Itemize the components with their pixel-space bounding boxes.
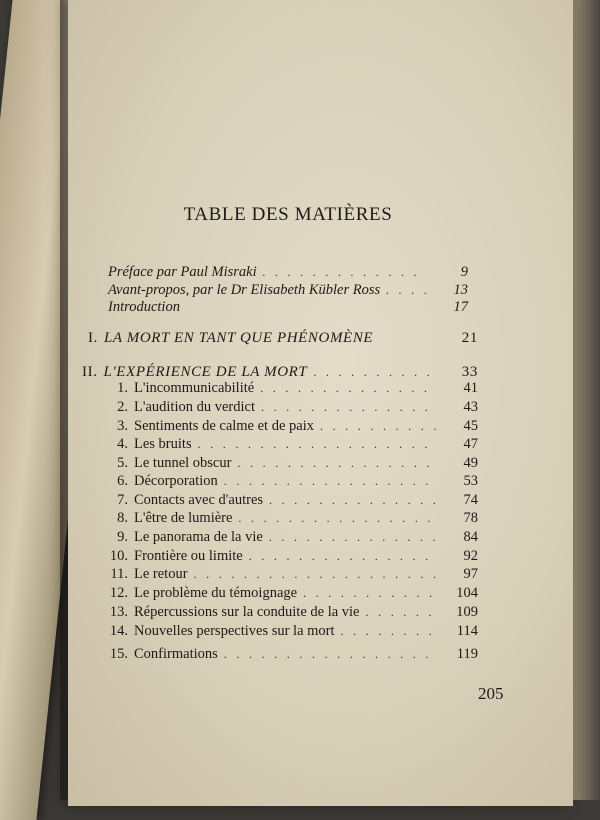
entry-page: 17 — [453, 299, 468, 315]
leader-dots — [194, 567, 436, 582]
section-number: 13. — [109, 604, 128, 620]
chapter-page: 21 — [461, 330, 478, 346]
section-page: 109 — [456, 604, 478, 620]
section-page: 119 — [456, 646, 478, 662]
section-label: Contacts avec d'autres — [134, 492, 264, 508]
section-label: Répercussions sur la conduite de la vie — [134, 604, 360, 620]
section-page: 78 — [463, 510, 478, 526]
section-page: 97 — [463, 566, 478, 582]
leader-dots — [263, 265, 426, 280]
entry-label: Préface par Paul Misraki — [108, 264, 257, 280]
toc-section — [104, 585, 478, 605]
toc-entry-introduction — [108, 299, 468, 319]
section-label: Le panorama de la vie — [134, 529, 263, 545]
section-number: 4. — [117, 436, 128, 452]
section-page: 45 — [463, 418, 478, 434]
section-number: 2. — [117, 399, 128, 415]
toc-section — [108, 529, 478, 549]
section-label: Les bruits — [134, 436, 192, 452]
section-number: 8. — [117, 510, 128, 526]
section-number: 7. — [117, 492, 128, 508]
section-number: 1. — [117, 380, 128, 396]
chapter-label: LA MORT EN TANT QUE PHÉNOMÈNE — [103, 330, 374, 346]
section-number: 9. — [117, 529, 128, 545]
toc-section — [104, 646, 478, 666]
entry-label: Avant-propos, par le Dr Elisabeth Kübler Ross — [108, 282, 381, 298]
toc-section — [104, 623, 478, 643]
section-label: Frontière ou limite — [134, 548, 243, 564]
toc-section — [108, 418, 478, 438]
toc-section — [108, 473, 478, 493]
leader-dots — [238, 511, 436, 526]
section-label: L'audition du verdict — [134, 399, 255, 415]
section-page: 43 — [463, 399, 478, 415]
section-number: 14. — [109, 623, 128, 639]
section-page: 41 — [463, 380, 478, 396]
chapter-page: 33 — [461, 364, 478, 380]
leader-dots — [198, 437, 436, 452]
leader-dots — [313, 365, 436, 380]
toc-chapter-1 — [88, 330, 478, 350]
book-page — [68, 0, 573, 806]
leader-dots — [224, 474, 436, 489]
toc-section — [104, 548, 478, 568]
toc-section — [108, 455, 478, 475]
leader-dots — [224, 647, 436, 662]
leader-dots — [386, 283, 426, 298]
leader-dots — [269, 530, 436, 545]
page-number: 205 — [478, 684, 504, 703]
section-number: 6. — [117, 473, 128, 489]
section-label: L'être de lumière — [134, 510, 233, 526]
toc-section — [108, 436, 478, 456]
section-label: Sentiments de calme et de paix — [134, 418, 314, 434]
entry-label: Introduction — [108, 299, 180, 315]
toc-title: TABLE DES MATIÈRES — [183, 204, 393, 225]
toc-section — [108, 380, 478, 400]
section-label: Le retour — [134, 566, 188, 582]
leader-dots — [260, 381, 436, 396]
toc-section — [104, 566, 478, 586]
leader-dots — [366, 605, 437, 620]
leader-dots — [320, 419, 436, 434]
section-number: 3. — [117, 418, 128, 434]
leader-dots — [269, 493, 436, 508]
section-label: Le problème du témoignage — [134, 585, 298, 601]
section-page: 92 — [463, 548, 478, 564]
leader-dots — [237, 456, 436, 471]
section-page: 74 — [463, 492, 478, 508]
section-page: 104 — [456, 585, 478, 601]
section-page: 47 — [463, 436, 478, 452]
toc-section — [108, 510, 478, 530]
section-number: 12. — [109, 585, 128, 601]
leader-dots — [261, 400, 436, 415]
section-number: 11. — [110, 566, 128, 582]
section-label: Le tunnel obscur — [134, 455, 232, 471]
leader-dots — [341, 624, 436, 639]
section-label: Décorporation — [134, 473, 218, 489]
section-page: 53 — [463, 473, 478, 489]
leader-dots — [303, 586, 436, 601]
section-label: Nouvelles perspectives sur la mort — [134, 623, 335, 639]
section-number: 5. — [117, 455, 128, 471]
entry-page: 13 — [453, 282, 468, 298]
toc-section — [108, 492, 478, 512]
section-label: Confirmations — [134, 646, 218, 662]
toc-entry-preface — [108, 264, 468, 284]
chapter-label: L'EXPÉRIENCE DE LA MORT — [103, 364, 308, 380]
section-page: 84 — [463, 529, 478, 545]
section-label: L'incommunicabilité — [134, 380, 255, 396]
section-number: 10. — [109, 548, 128, 564]
leader-dots — [249, 549, 436, 564]
entry-page: 9 — [460, 264, 468, 280]
toc-section — [108, 399, 478, 419]
section-page: 49 — [463, 455, 478, 471]
section-number: 15. — [109, 646, 128, 662]
chapter-numeral: II. — [82, 364, 98, 380]
chapter-numeral: I. — [88, 330, 98, 346]
toc-section — [104, 604, 478, 624]
section-page: 114 — [456, 623, 478, 639]
